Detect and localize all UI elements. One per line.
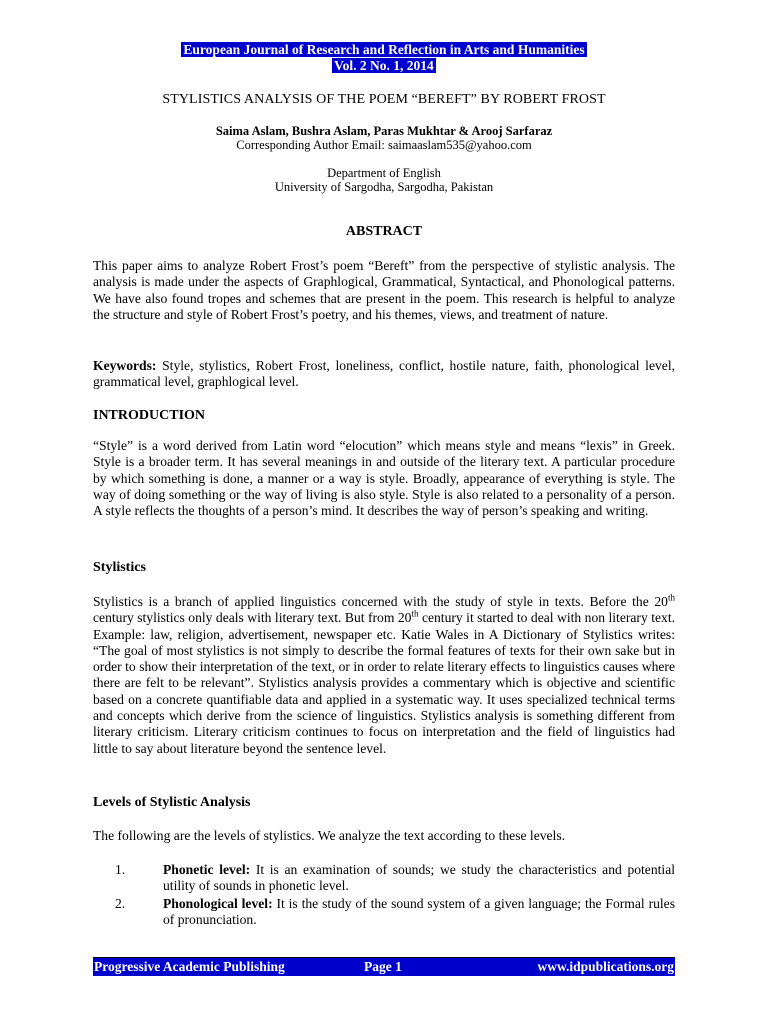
superscript-th: th	[411, 608, 419, 619]
list-item-text	[163, 896, 675, 929]
stylistics-text-part3: century it started to deal with non literary text. Example: law, religion, advertisement, newspaper etc. Katie Wales in A Dictionary of Stylistics writes: “The goal of most stylistics is not simply to describe the formal features of texts for their own sake but in order to show their interpretation of the text, or in order to relate literary effects to linguistics causes where there are felt to be relevant”. Stylistics analysis provides a commentary which is objective and scientific based on a concrete quantifiable data and applied in a systematic way. It uses specialized technical terms and concepts which derive from the science of linguistics. Stylistics analysis is something different from literary criticism. Literary criticism continues to focus on interpretation and the field of linguistics had little to say about literature beyond the sentence level.	[93, 610, 675, 756]
journal-name: European Journal of Research and Reflection in Arts and Humanities	[183, 42, 585, 57]
journal-volume: Vol. 2 No. 1, 2014	[334, 58, 434, 73]
stylistics-text-part2: century stylistics only deals with literary text. But from 20	[93, 610, 412, 626]
list-item-label: Phonological level:	[163, 896, 273, 911]
stylistics-text-part1: Stylistics is a branch of applied linguistics concerned with the study of style in texts. Before the 20	[93, 594, 668, 609]
stylistics-heading: Stylistics	[93, 560, 146, 575]
introduction-text: “Style” is a word derived from Latin word “elocution” which means style and means “lexis” in Greek. Style is a broader term. It has several meanings in and outside of the literary text. A particular procedure by which something is done, a manner or a way is style. Broadly, appearance of everything is style. The way of doing something or the way of living is also style. Style is also related to a personality of a person. A style reflects the thoughts of a person’s mind. It describes the way of person’s speaking and writing.	[93, 438, 675, 519]
affiliation	[0, 166, 768, 194]
author-list: Saima Aslam, Bushra Aslam, Paras Mukhtar & Arooj Sarfaraz	[215, 124, 553, 138]
list-item-number: 1.	[115, 862, 126, 877]
list-item-text	[163, 862, 675, 895]
page-footer	[93, 957, 675, 976]
website-link[interactable]: www.idpublications.org	[537, 959, 674, 974]
paper-title: STYLISTICS ANALYSIS OF THE POEM “BEREFT” BY ROBERT FROST	[162, 92, 606, 107]
journal-header	[0, 42, 768, 74]
levels-heading: Levels of Stylistic Analysis	[93, 795, 251, 810]
page-number: Page 1	[364, 959, 402, 974]
keywords-label: Keywords:	[93, 358, 157, 373]
superscript-th: th	[667, 592, 675, 603]
stylistics-text	[93, 594, 675, 757]
department: Department of English	[327, 166, 441, 180]
list-item-number: 2.	[115, 896, 126, 911]
introduction-heading: INTRODUCTION	[93, 408, 206, 423]
abstract-text: This paper aims to analyze Robert Frost’s poem “Bereft” from the perspective of stylistic analysis. The analysis is made under the aspects of Graphlogical, Grammatical, Syntactical, and Phonological patterns. We have also found tropes and schemes that are present in the poem. This research is helpful to analyze the structure and style of Robert Frost’s poetry, and his themes, views, and treatment of nature.	[93, 258, 675, 322]
abstract-heading: ABSTRACT	[345, 224, 423, 239]
university: University of Sargodha, Sargodha, Pakistan	[274, 180, 494, 194]
corresponding-author: Corresponding Author Email: saimaaslam535@yahoo.com	[236, 138, 532, 152]
list-item-body: It is the study of the sound system of a given language; the Formal rules of pronunciation.	[163, 896, 675, 928]
list-item-body: It is an examination of sounds; we study the characteristics and potential utility of sounds in phonetic level.	[163, 862, 676, 894]
keywords	[93, 358, 675, 391]
publisher-name: Progressive Academic Publishing	[94, 959, 285, 974]
keywords-text: Style, stylistics, Robert Frost, loneliness, conflict, hostile nature, faith, phonological level, grammatical level, graphlogical level.	[93, 358, 675, 390]
list-item-label: Phonetic level:	[163, 862, 251, 877]
levels-intro: The following are the levels of stylistics. We analyze the text according to these levels.	[93, 828, 566, 843]
